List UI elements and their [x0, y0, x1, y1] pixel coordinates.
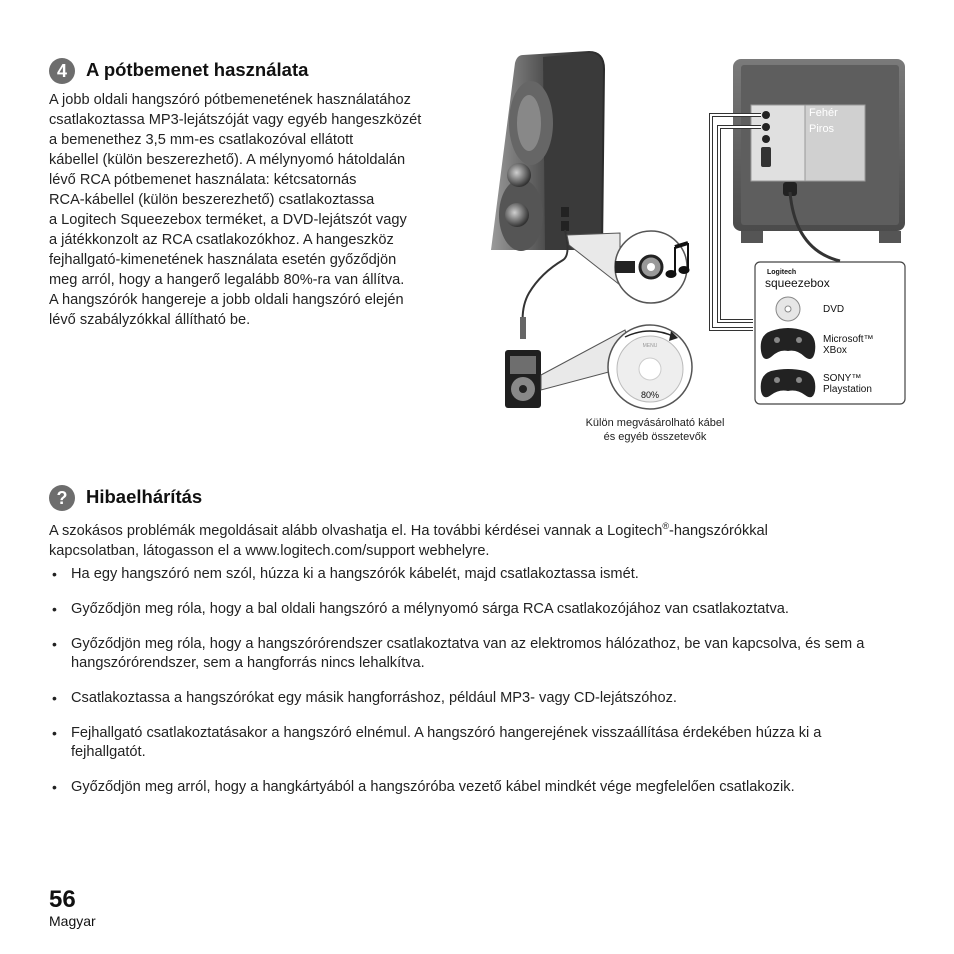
red-connector-label: Piros	[809, 123, 835, 135]
troubleshooting-tips-list	[49, 565, 897, 813]
aux-paragraph-line: csatlakoztassa MP3-lejátszóját vagy egyéb hangeszközét	[49, 112, 422, 128]
aux-paragraph-line: kábellel (külön beszerezhető). A mélynyomó hátoldalán	[49, 152, 406, 168]
aux-paragraph-line: A jobb oldali hangszóró pótbemenetének használatához	[49, 92, 411, 108]
sony-brand-label: SONY™	[823, 373, 862, 384]
troubleshooting-tip: • Ha egy hangszóró nem szól, húzza ki a hangszórók kábelét, majd csatlakoztassa ismét.	[49, 565, 897, 584]
aux-paragraph-line: lévő szabályzókkal állítható be.	[49, 312, 251, 328]
aux-paragraph-line: A hangszórók hangereje a jobb oldali hangszóró elején	[49, 292, 404, 308]
xbox-brand-label: Microsoft™	[823, 334, 874, 345]
aux-paragraph-line: lévő RCA pótbemenet használata: kétcsatornás	[49, 172, 357, 188]
aux-paragraph-line: a játékkonzolt az RCA csatlakozókhoz. A hangeszköz	[49, 232, 394, 248]
connection-illustration	[485, 45, 915, 455]
dvd-disc-icon	[776, 297, 800, 321]
aux-paragraph-line: fejhallgató-kimenetének használata esetén győződjön	[49, 252, 397, 268]
playstation-label: Playstation	[823, 384, 872, 395]
caption-line-2: és egyéb összetevők	[603, 431, 707, 443]
intro-text-part-1: A szokásos problémák megoldásait alább olvashatja el. Ha további kérdései vannak a Logitech	[49, 522, 663, 539]
aux-paragraph-line: meg arról, hogy a hangerő legalább 80%-ra van állítva.	[49, 272, 405, 288]
step-4-badge: 4	[49, 58, 75, 84]
page-number: 56	[49, 886, 76, 913]
aux-paragraph-line: a bemenethez 3,5 mm-es csatlakozóval ellátott	[49, 132, 354, 148]
caption-line-1: Külön megvásárolható kábel	[585, 417, 725, 429]
aux-section-title: A pótbemenet használata	[86, 59, 309, 80]
white-connector-label: Fehér	[809, 107, 838, 119]
intro-text-part-2: -hangszórókkal	[668, 522, 768, 539]
volume-percent-label: 80%	[640, 390, 660, 400]
player-menu-label: MENU	[642, 343, 658, 349]
illustration-caption	[560, 416, 750, 444]
troubleshooting-tip: • Csatlakoztassa a hangszórókat egy másik hangforráshoz, például MP3- vagy CD-lejátszóhoz.	[49, 689, 897, 708]
mp3-player-illustration	[505, 350, 541, 408]
speaker-illustration	[491, 51, 605, 251]
troubleshooting-tip: • Győződjön meg róla, hogy a hangszórórendszer csatlakoztatva van az elektromos hálózathoz, be van kapcsolva, és sem a hangszórórendszer, sem a hangforrás nincs lehalkítva.	[49, 635, 897, 673]
page-language: Magyar	[49, 913, 96, 929]
aux-paragraph-line: a Logitech Squeezebox terméket, a DVD-lejátszót vagy	[49, 212, 407, 228]
troubleshooting-tip: • Győződjön meg arról, hogy a hangkártyából a hangszóróba vezető kábel mindkét vége megfelelően csatlakozik.	[49, 778, 897, 797]
registered-mark: ®	[662, 521, 669, 531]
aux-section-paragraph	[49, 90, 469, 330]
dvd-label: DVD	[823, 304, 845, 315]
intro-text-line-2: kapcsolatban, látogasson el a www.logitech.com/support webhelyre.	[49, 542, 490, 559]
troubleshooting-tip: • Fejhallgató csatlakoztatásakor a hangszóró elnémul. A hangszóró hangerejének visszaállítása érdekében húzza ki a fejhallgatót.	[49, 724, 897, 762]
aux-paragraph-line: RCA-kábellel (külön beszerezhető) csatlakoztassa	[49, 192, 375, 208]
troubleshooting-intro	[49, 516, 919, 561]
squeezebox-logo: squeezebox	[765, 276, 830, 290]
troubleshooting-tip: • Győződjön meg róla, hogy a bal oldali hangszóró a mélynyomó sárga RCA csatlakozójához van csatlakoztatva.	[49, 600, 897, 619]
logitech-logo: Logitech	[767, 269, 797, 276]
help-question-icon: ?	[49, 485, 75, 511]
subwoofer-illustration	[733, 59, 905, 243]
troubleshooting-title: Hibaelhárítás	[86, 486, 203, 507]
xbox-label: XBox	[823, 345, 847, 356]
